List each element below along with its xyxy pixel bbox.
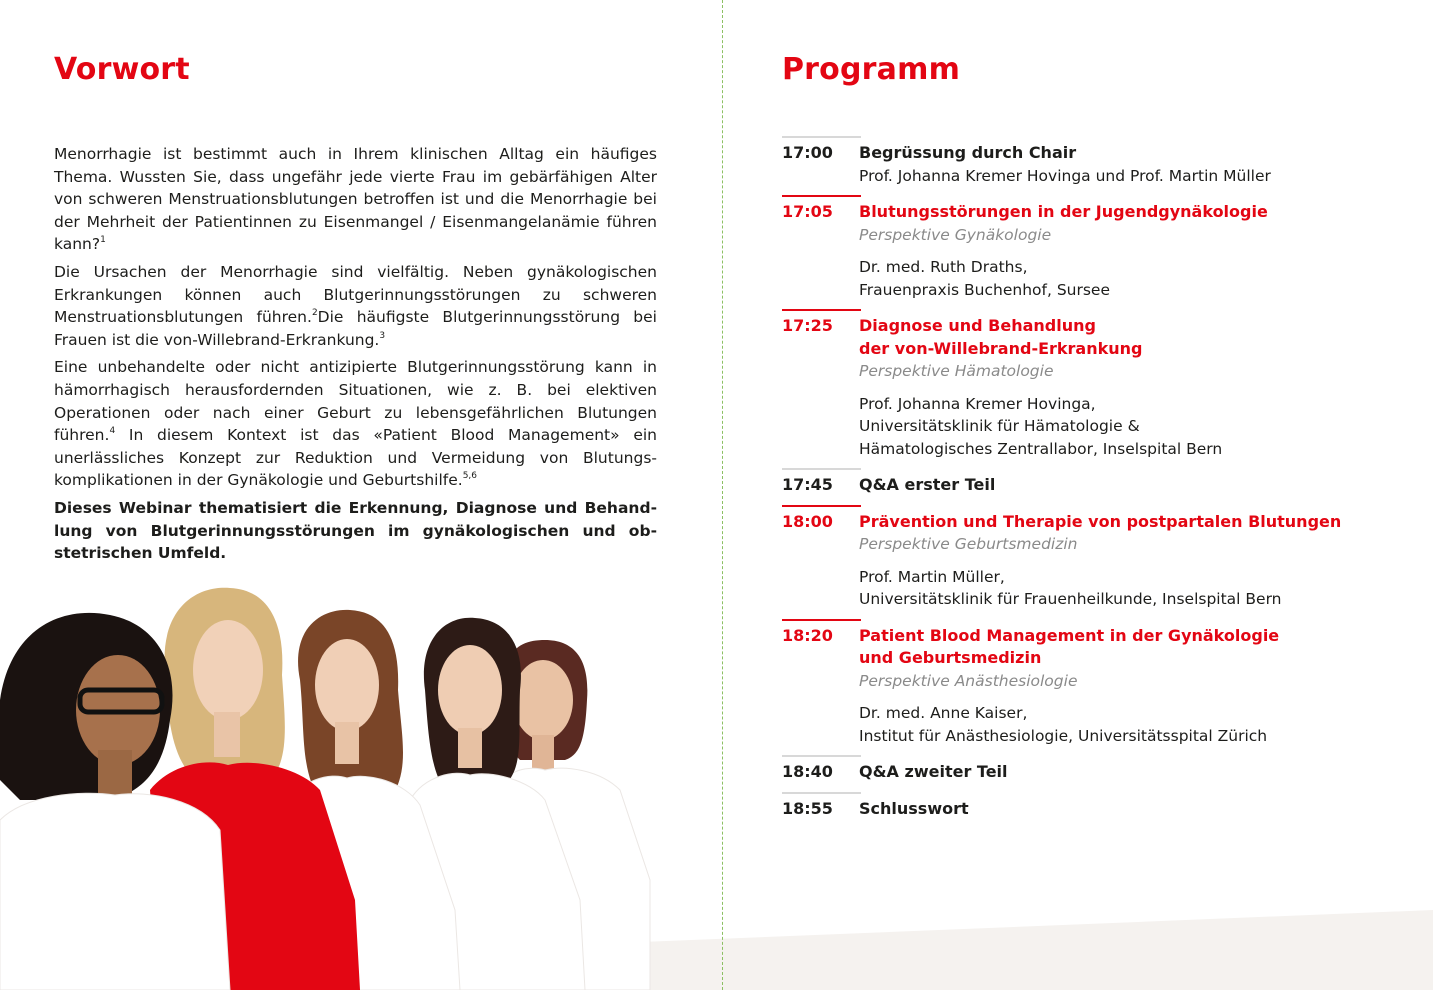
footnote-ref: 2 <box>311 308 318 319</box>
program-item <box>782 136 1392 187</box>
program-item <box>782 792 1392 821</box>
programm-title: Programm <box>782 52 961 87</box>
intro-paragraph-3: Eine unbehandelte oder nicht antizipierte Blutgerinnungsstörung kann in hämorrhagisch herausfordernden Situationen, wie z. B. bei elektiven Operationen oder nach einer Geburt zu lebensgefährlichen Blutungen führen.$^4$ In diesem Kontext ist das «Patient Blood Management» ein unerlässliches Konzept zur Reduktion und Vermeidung von Blutungskomplikationen in der Gynäkologie und Geburtshilfe.$^{5,6}$ <box>54 358 657 490</box>
program-title: Schlusswort <box>859 798 969 818</box>
program-perspective: Perspektive Gynäkologie <box>859 225 1052 244</box>
fold-line <box>722 0 723 990</box>
program-item <box>782 195 1392 301</box>
program-time: 18:20 <box>782 625 833 645</box>
program-perspective: Perspektive Geburtsmedizin <box>859 535 1078 553</box>
program-title: Blutungsstörungen in der Jugendgynäkologie <box>859 202 1268 221</box>
footnote-ref: 1 <box>100 235 106 246</box>
program-time: 18:40 <box>782 762 833 781</box>
program-time: 18:55 <box>782 798 833 818</box>
vorwort-text <box>54 143 657 570</box>
program-perspective: Perspektive Hämatologie <box>859 362 1054 380</box>
program-time: 17:05 <box>782 202 833 221</box>
program-item <box>782 309 1392 460</box>
intro-paragraph-1: Menorrhagie ist bestimmt auch in Ihrem klinischen Alltag ein häufiges Thema. Wussten Sie, dass ungefähr jede vierte Frau im gebärfähigen Alter von schweren Menstruationsblutungen betroffen ist und die Menorrhagie bei der Mehrheit der Patientinnen zu Eisenmangel / Eisenmangelanämie führen kann?$^1$ <box>54 145 657 254</box>
intro-paragraph-4: Dieses Webinar thematisiert die Erkennung, Diagnose und Behandlung von Blutgerinnungsstörungen im gynäkologischen und obstetrischen Umfeld. <box>54 498 657 563</box>
program-time: 17:45 <box>782 475 833 494</box>
program-time: 17:25 <box>782 316 833 335</box>
program-title: Begrüssung durch Chair <box>859 143 1077 162</box>
women-group-photo <box>0 580 720 990</box>
program-speaker: Prof. Johanna Kremer Hovinga, Universitätsklinik für Hämatologie & Hämatologisches Zentrallabor, Inselspital Bern <box>859 394 1223 458</box>
program-item <box>782 468 1392 497</box>
program-item <box>782 619 1392 748</box>
program-title: Q&A zweiter Teil <box>859 762 1008 781</box>
program-schedule <box>782 136 1392 820</box>
program-speaker: Prof. Martin Müller, Universitätsklinik für Frauenheilkunde, Inselspital Bern <box>859 567 1282 608</box>
footnote-ref: 4 <box>109 426 116 437</box>
program-time: 18:00 <box>782 511 833 531</box>
vorwort-title: Vorwort <box>54 52 190 87</box>
program-time: 17:00 <box>782 143 833 162</box>
program-speaker: Dr. med. Ruth Draths, Frauenpraxis Buchenhof, Sursee <box>859 258 1110 299</box>
program-item <box>782 755 1392 784</box>
program-item <box>782 505 1392 611</box>
program-title: Patient Blood Management in der Gynäkologie und Geburtsmedizin <box>859 625 1280 667</box>
footnote-ref: 5,6 <box>462 471 478 482</box>
footnote-ref: 3 <box>379 330 386 341</box>
program-title: Q&A erster Teil <box>859 475 996 494</box>
program-perspective: Perspektive Anästhesiologie <box>859 671 1078 690</box>
program-speaker: Dr. med. Anne Kaiser, Institut für Anästhesiologie, Universitätsspital Zürich <box>859 704 1268 745</box>
program-title: Diagnose und Behandlung der von-Willebrand-Erkrankung <box>859 316 1143 358</box>
intro-paragraph-2: Die Ursachen der Menorrhagie sind vielfältig. Neben gynäkologischen Erkrankungen können auch Blutgerinnungsstörungen zu schweren Menstruationsblutungen führen.$^2$Die häufigste Blutgerinnungsstörung bei Frauen ist die von-Willebrand-Erkrankung.$^3$ <box>54 262 657 349</box>
program-title: Prävention und Therapie von postpartalen Blutungen <box>859 511 1342 531</box>
program-speaker: Prof. Johanna Kremer Hovinga und Prof. Martin Müller <box>859 166 1271 185</box>
